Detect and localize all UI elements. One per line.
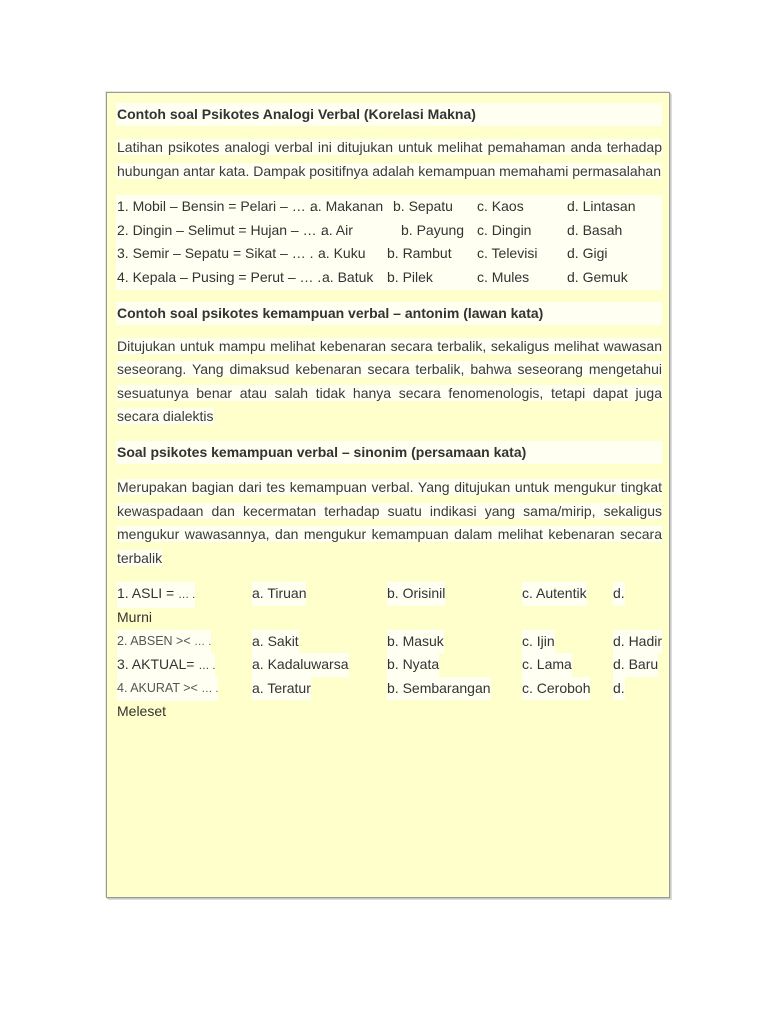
section-paragraph-antonim: Ditujukan untuk mampu melihat kebenaran secara terbalik, sekaligus melihat wawasan seseorang. Yang dimaksud kebenaran secara terbalik, bahwa seseorang mengetahui sesuatunya benar atau salah tidak hanya secara fenomenologis, tetapi dapat juga secara dialektis: [117, 337, 662, 425]
option-b: b. Rambut: [387, 245, 452, 262]
article-content: [116, 103, 662, 724]
question-text: 2. ABSEN >< … .: [117, 630, 211, 655]
sinonim-question-wrap: [116, 700, 662, 724]
option-c: c. Ijin: [522, 630, 555, 654]
option-d-text: Meleset: [117, 703, 167, 720]
analogi-question-row: [116, 219, 662, 243]
option-c: c. Kaos: [477, 198, 524, 215]
option-b: b. Nyata: [387, 653, 439, 677]
option-a: a. Kadaluwarsa: [252, 653, 349, 677]
article-panel: [106, 92, 670, 898]
option-b: b. Sepatu: [393, 198, 453, 215]
option-c: c. Ceroboh: [522, 677, 590, 701]
option-b: b. Payung: [401, 221, 465, 238]
option-d: d. Baru: [613, 653, 658, 677]
option-c: c. Mules: [477, 268, 530, 285]
question-text: 4. Kepala – Pusing = Perut – … .: [117, 268, 322, 285]
sinonim-question-row: [116, 653, 662, 677]
analogi-question-list: [116, 195, 662, 289]
option-d: d. Lintasan: [567, 198, 636, 215]
option-a: a. Teratur: [252, 677, 311, 701]
option-a: a. Makanan: [310, 198, 384, 215]
sinonim-question-row: [116, 582, 662, 606]
option-a: a. Air: [321, 221, 353, 238]
option-d: d. Gigi: [567, 245, 608, 262]
question-text: 2. Dingin – Selimut = Hujan – … .: [117, 221, 325, 238]
question-text: 3. AKTUAL= … .: [117, 653, 215, 679]
analogi-question-row: [116, 266, 662, 290]
option-c: c. Dingin: [477, 221, 532, 238]
option-d-text: Murni: [117, 608, 153, 625]
option-d: d.: [613, 677, 625, 701]
question-text: 1. ASLI = … .: [117, 582, 195, 608]
option-a: a. Sakit: [252, 630, 299, 654]
option-b: b. Masuk: [387, 630, 444, 654]
option-a: a. Batuk: [322, 268, 374, 285]
option-c: c. Autentik: [522, 582, 587, 606]
option-a: a. Kuku: [318, 245, 366, 262]
analogi-question-row: [116, 195, 662, 219]
option-d: d. Gemuk: [567, 268, 628, 285]
section-title-antonim: Contoh soal psikotes kemampuan verbal – antonim (lawan kata): [116, 302, 662, 325]
option-b: b. Orisinil: [387, 582, 445, 606]
sinonim-question-row: [116, 630, 662, 654]
option-c: c. Lama: [522, 653, 572, 677]
sinonim-question-list: [116, 582, 662, 724]
option-d: d.: [613, 582, 625, 606]
section-title-sinonim: Soal psikotes kemampuan verbal – sinonim (persamaan kata): [116, 441, 662, 464]
analogi-question-row: [116, 242, 662, 266]
question-text: 4. AKURAT >< … .: [117, 677, 218, 702]
option-d: d. Basah: [567, 221, 623, 238]
section-paragraph-analogi: Latihan psikotes analogi verbal ini ditujukan untuk melihat pemahaman anda terhadap hubungan antar kata. Dampak positifnya adalah kemampuan memahami permasalahan: [117, 139, 662, 179]
option-b: b. Pilek: [387, 268, 433, 285]
option-c: c. Televisi: [477, 245, 538, 262]
sinonim-question-wrap: [116, 606, 662, 630]
question-text: 3. Semir – Sepatu = Sikat – … .: [117, 245, 314, 262]
question-text: 1. Mobil – Bensin = Pelari – … .: [117, 198, 314, 215]
option-b: b. Sembarangan: [387, 677, 491, 701]
section-paragraph-sinonim: Merupakan bagian dari tes kemampuan verbal. Yang ditujukan untuk mengukur tingkat kewaspadaan dan kecermatan terhadap suatu indikasi yang sama/mirip, sekaligus mengukur wawasannya, dan mengukur kemampuan dalam melihat kebenaran secara terbalik: [117, 478, 662, 566]
option-d: d. Hadir: [613, 630, 662, 654]
option-a: a. Tiruan: [252, 582, 306, 606]
section-title-analogi: Contoh soal Psikotes Analogi Verbal (Korelasi Makna): [116, 103, 662, 126]
sinonim-question-row: [116, 677, 662, 701]
